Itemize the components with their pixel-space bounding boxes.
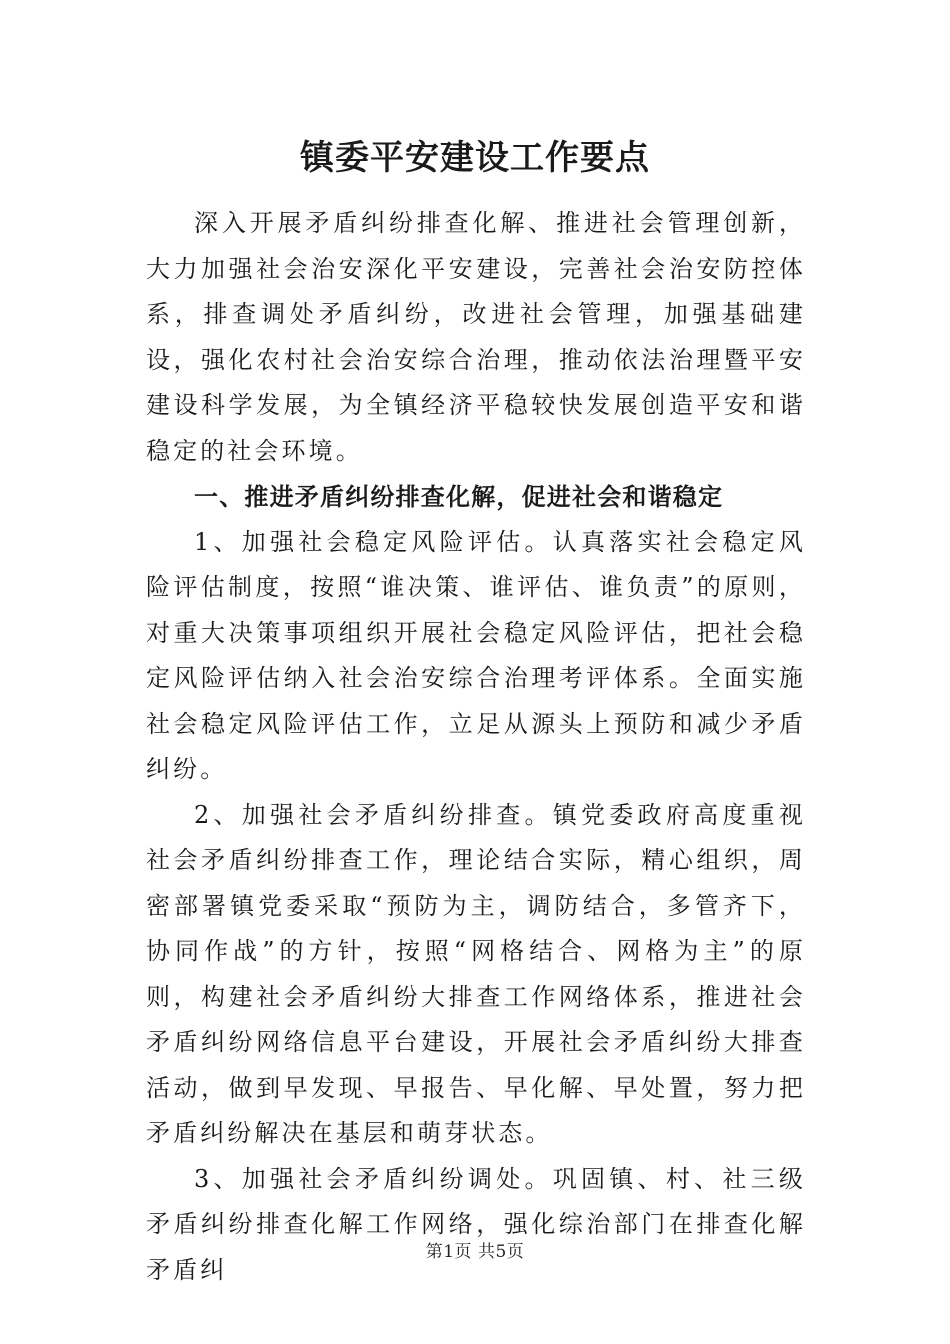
intro-paragraph: 深入开展矛盾纠纷排查化解、推进社会管理创新，大力加强社会治安深化平安建设，完善社会治安防控体系，排查调处矛盾纠纷，改进社会管理，加强基础建设，强化农村社会治安综合治理，推动依法治理暨平安建设科学发展，为全镇经济平稳较快发展创造平安和谐稳定的社会环境。 xyxy=(146,209,806,465)
document-body xyxy=(146,201,806,1293)
section-heading-1: 一、推进矛盾纠纷排查化解，促进社会和谐稳定 xyxy=(194,482,724,511)
page-number-footer: 第1页 共5页 xyxy=(425,1242,525,1262)
item-paragraph-3: 3、加强社会矛盾纠纷调处。巩固镇、村、社三级矛盾纠纷排查化解工作网络，强化综治部门在排查化解矛盾纠 xyxy=(146,1164,806,1284)
item-paragraph-2: 2、加强社会矛盾纠纷排查。镇党委政府高度重视社会矛盾纠纷排查工作，理论结合实际，精心组织，周密部署镇党委采取“预防为主，调防结合，多管齐下，协同作战”的方针，按照“网格结合、网格为主”的原则，构建社会矛盾纠纷大排查工作网络体系，推进社会矛盾纠纷网络信息平台建设，开展社会矛盾纠纷大排查活动，做到早发现、早报告、早化解、早处置，努力把矛盾纠纷解决在基层和萌芽状态。 xyxy=(146,800,806,1147)
item-paragraph-1: 1、加强社会稳定风险评估。认真落实社会稳定风险评估制度，按照“谁决策、谁评估、谁负责”的原则，对重大决策事项组织开展社会稳定风险评估，把社会稳定风险评估纳入社会治安综合治理考评体系。全面实施社会稳定风险评估工作，立足从源头上预防和减少矛盾纠纷。 xyxy=(146,527,806,783)
document-title: 镇委平安建设工作要点 xyxy=(300,138,650,178)
